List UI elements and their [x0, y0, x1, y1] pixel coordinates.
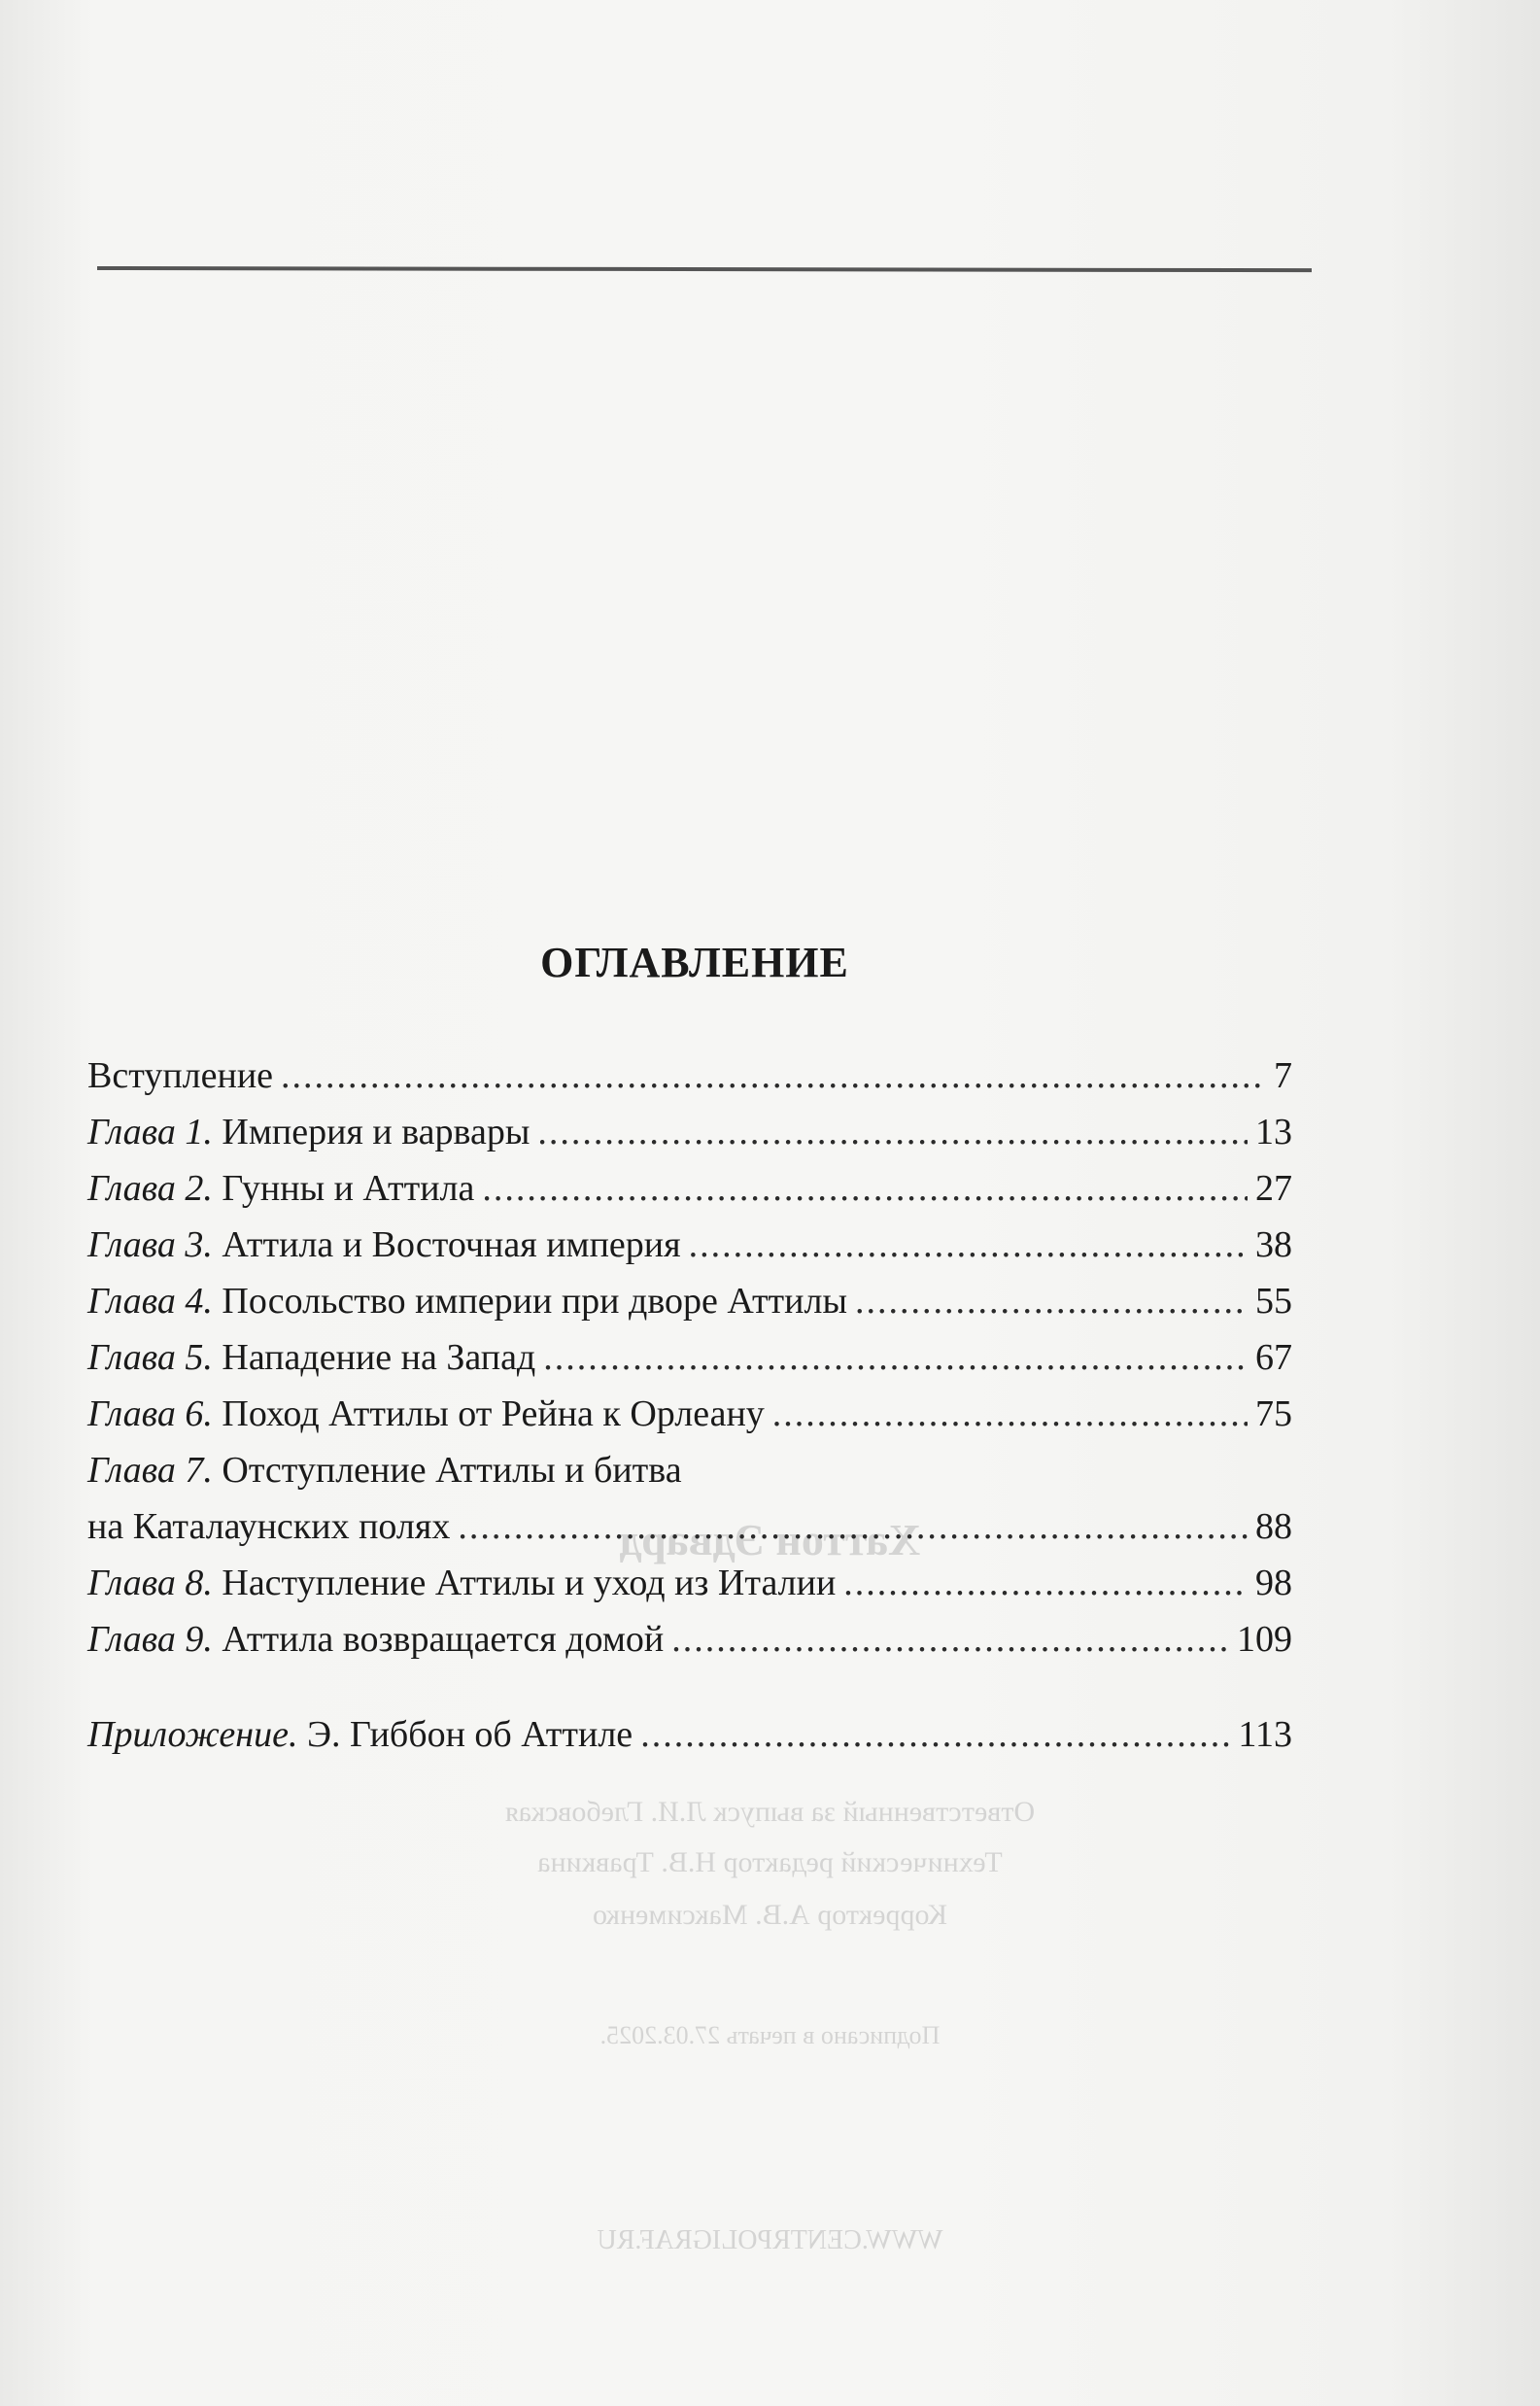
- entry-prefix: Приложение.: [87, 1714, 298, 1755]
- entry-page-number: 13: [1255, 1112, 1292, 1152]
- toc-entry-chapter-7[interactable]: [87, 1442, 1292, 1555]
- toc-entry-chapter-1[interactable]: [87, 1104, 1292, 1160]
- entry-title: Аттила возвращается домой: [212, 1619, 665, 1660]
- entry-title: Аттила и Восточная империя: [212, 1224, 681, 1265]
- dot-leader: [537, 1104, 1248, 1160]
- dot-leader: [482, 1160, 1248, 1217]
- entry-title: Посольство империи при дворе Аттилы: [212, 1281, 847, 1322]
- entry-page-number: 27: [1255, 1168, 1292, 1209]
- toc-entry-appendix[interactable]: [87, 1706, 1292, 1763]
- entry-label: [87, 1386, 765, 1442]
- show-through-corrector: Корректор А.В. Максименко: [593, 1899, 947, 1931]
- entry-page-number: 75: [1255, 1393, 1292, 1434]
- entry-title: Наступление Аттилы и уход из Италии: [212, 1563, 837, 1603]
- toc-entry-chapter-9[interactable]: [87, 1611, 1292, 1667]
- toc-entry-chapter-5[interactable]: [87, 1329, 1292, 1386]
- entry-title: Гунны и Аттила: [212, 1168, 475, 1209]
- table-of-contents: [87, 1048, 1292, 1763]
- entry-title: Отступление Аттилы и битва: [212, 1450, 682, 1491]
- entry-page-number: 109: [1237, 1619, 1292, 1660]
- dot-leader: [671, 1611, 1229, 1667]
- entry-title: Нападение на Запад: [212, 1337, 536, 1378]
- dot-leader: [772, 1386, 1248, 1442]
- show-through-responsible: Ответственный за выпуск Л.И. Глебовская: [504, 1796, 1036, 1828]
- show-through-tech-editor: Технический редактор Н.В. Травкина: [537, 1846, 1003, 1878]
- show-through-site: WWW.CENTRPOLIGRAF.RU: [597, 2225, 943, 2255]
- entry-page-number: 55: [1255, 1281, 1292, 1322]
- entry-prefix: Глава 9.: [87, 1619, 213, 1660]
- dot-leader: [843, 1555, 1248, 1611]
- entry-label: [87, 1104, 530, 1160]
- toc-entry-chapter-8[interactable]: [87, 1555, 1292, 1611]
- entry-label: [87, 1706, 633, 1763]
- show-through-author: Хаттон Эдвард: [619, 1515, 921, 1564]
- entry-label: [87, 1329, 535, 1386]
- entry-page-number: 98: [1255, 1563, 1292, 1603]
- entry-title: Вступление: [87, 1055, 274, 1096]
- entry-title: Поход Аттилы от Рейна к Орлеану: [212, 1393, 765, 1434]
- dot-leader: [458, 1498, 1248, 1555]
- entry-prefix: Глава 3.: [87, 1224, 213, 1265]
- dot-leader: [543, 1329, 1248, 1386]
- entry-title: Э. Гиббон об Аттиле: [297, 1714, 633, 1755]
- entry-prefix: Глава 8.: [87, 1563, 213, 1603]
- dot-leader: [640, 1706, 1230, 1763]
- dot-leader: [689, 1217, 1248, 1273]
- entry-prefix: Глава 7.: [87, 1450, 213, 1491]
- entry-page-number: 38: [1255, 1224, 1292, 1265]
- entry-label: [87, 1160, 474, 1217]
- entry-label: [87, 1048, 273, 1104]
- entry-page-number: 67: [1255, 1337, 1292, 1378]
- entry-label: [87, 1217, 681, 1273]
- entry-title: Империя и варвары: [212, 1112, 530, 1152]
- entry-label: [87, 1442, 682, 1498]
- entry-label: [87, 1555, 836, 1611]
- show-through-signed: Подписано в печать 27.03.2025.: [599, 2021, 941, 2049]
- entry-page-number: 88: [1255, 1506, 1292, 1547]
- entry-page-number: 7: [1274, 1055, 1292, 1096]
- entry-prefix: Глава 2.: [87, 1168, 213, 1209]
- toc-entry-chapter-3[interactable]: [87, 1217, 1292, 1273]
- entry-title-continuation: на Каталаунских полях: [87, 1506, 451, 1547]
- toc-entry-introduction[interactable]: [87, 1048, 1292, 1104]
- entry-label: [87, 1273, 847, 1329]
- toc-entry-chapter-6[interactable]: [87, 1386, 1292, 1442]
- entry-prefix: Глава 5.: [87, 1337, 213, 1378]
- toc-entry-chapter-2[interactable]: [87, 1160, 1292, 1217]
- entry-prefix: Глава 6.: [87, 1393, 213, 1434]
- dot-leader: [855, 1273, 1248, 1329]
- entry-page-number: 113: [1238, 1714, 1292, 1755]
- entry-label: [87, 1611, 664, 1667]
- dot-leader: [281, 1048, 1266, 1104]
- toc-entry-chapter-4[interactable]: [87, 1273, 1292, 1329]
- toc-heading: ОГЛАВЛЕНИЕ: [540, 939, 849, 986]
- entry-prefix: Глава 4.: [87, 1281, 213, 1322]
- entry-prefix: Глава 1.: [87, 1112, 213, 1152]
